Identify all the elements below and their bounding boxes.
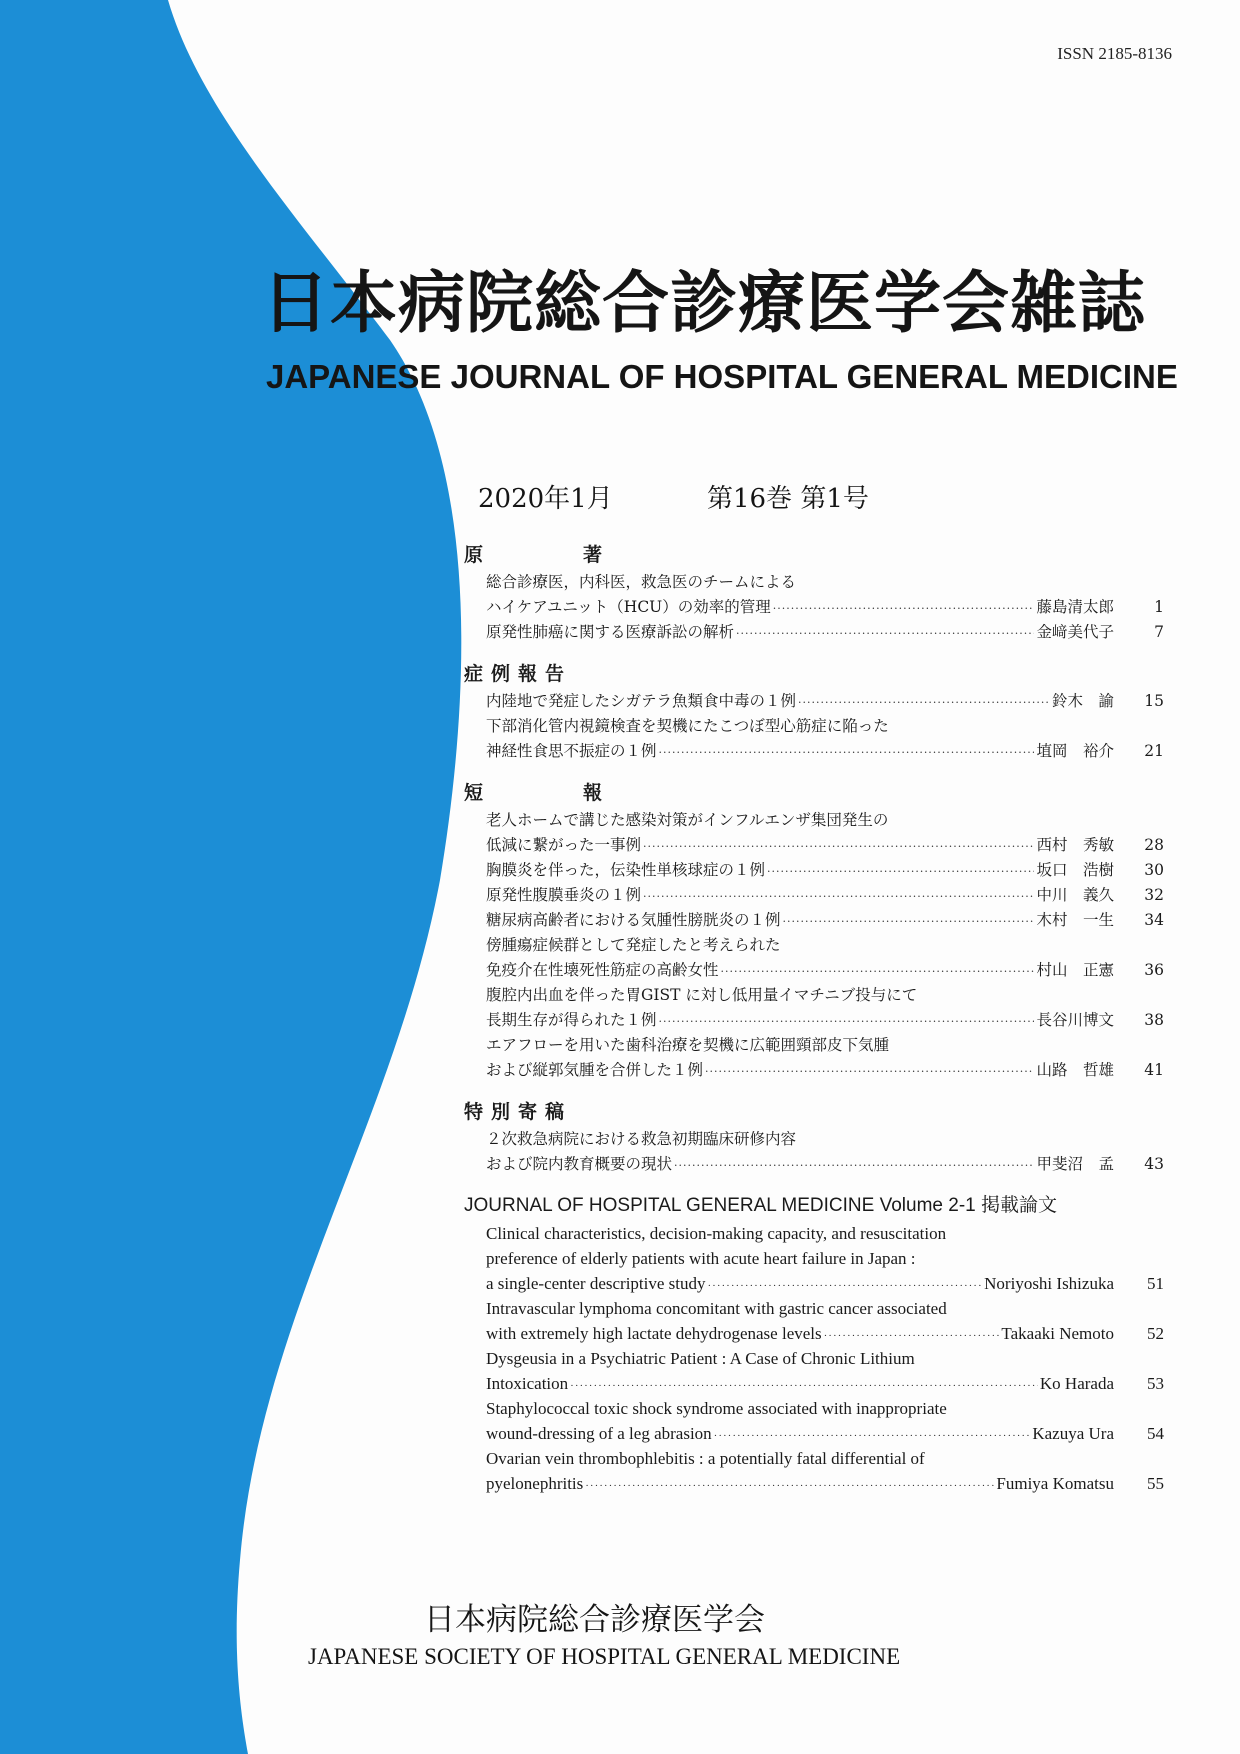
entry-title-line: 内陸地で発症したシガテラ魚類食中毒の１例 <box>486 692 797 710</box>
entry-author: 金﨑美代子 <box>1036 623 1114 641</box>
section-heading <box>464 778 1164 808</box>
entry-page: 36 <box>1144 961 1164 979</box>
society-name-en: JAPANESE SOCIETY OF HOSPITAL GENERAL MEDICINE <box>308 1644 901 1669</box>
section-short-reports <box>464 778 1164 1083</box>
entry-author: Fumiya Komatsu <box>996 1474 1114 1493</box>
section-heading: 症例報告 <box>464 663 573 685</box>
entry-title-line: a single-center descriptive study <box>486 1274 706 1293</box>
leader-dots <box>783 908 1035 933</box>
heading-char: 報 <box>583 782 603 804</box>
leader-dots <box>798 689 1050 714</box>
issue-date: 2020年1月 <box>478 484 613 514</box>
toc-entry[interactable] <box>464 908 1164 933</box>
toc-entry[interactable] <box>464 1396 1164 1446</box>
entry-author: 山路 哲雄 <box>1036 1061 1114 1079</box>
entry-author: 藤島清太郎 <box>1036 598 1114 616</box>
entry-page: 1 <box>1154 598 1164 616</box>
journal-title-en: JAPANESE JOURNAL OF HOSPITAL GENERAL MEDICINE <box>266 358 1178 395</box>
entry-author: 西村 秀敏 <box>1036 836 1114 854</box>
entry-author: 中川 義久 <box>1036 886 1114 904</box>
entry-title-line: 低減に繋がった一事例 <box>486 836 642 854</box>
entry-page: 54 <box>1147 1424 1164 1443</box>
leader-dots <box>721 958 1035 983</box>
leader-dots <box>714 1421 1031 1446</box>
entry-page: 32 <box>1144 886 1164 904</box>
entry-author: 長谷川博文 <box>1036 1011 1114 1029</box>
entry-page: 55 <box>1147 1474 1164 1493</box>
issn-number: ISSN 2185-8136 <box>1057 44 1172 63</box>
toc-entry[interactable] <box>464 808 1164 858</box>
entry-author: 甲斐沼 孟 <box>1036 1155 1114 1173</box>
entry-title-line: 傍腫瘍症候群として発症したと考えられた <box>486 936 781 954</box>
entry-page: 38 <box>1144 1011 1164 1029</box>
leader-dots <box>767 858 1034 883</box>
entry-author: 鈴木 諭 <box>1051 692 1114 710</box>
leader-dots <box>659 1008 1035 1033</box>
leader-dots <box>736 620 1034 645</box>
entry-title-line: 下部消化管内視鏡検査を契機にたこつぼ型心筋症に陥った <box>486 717 889 735</box>
entry-page: 21 <box>1144 742 1164 760</box>
section-special-contribution <box>464 1097 1164 1177</box>
entry-author: 坂口 浩樹 <box>1036 861 1114 879</box>
entry-title-line: Clinical characteristics, decision-making capacity, and resuscitation <box>486 1224 947 1243</box>
toc-entry[interactable] <box>464 983 1164 1033</box>
entry-page: 41 <box>1144 1061 1164 1079</box>
toc-entry[interactable] <box>464 1296 1164 1346</box>
entry-title-line: ２次救急病院における救急初期臨床研修内容 <box>486 1130 797 1148</box>
leader-dots <box>708 1271 983 1296</box>
entry-page: 30 <box>1144 861 1164 879</box>
entry-title-line: 腹腔内出血を伴った胃GIST に対し低用量イマチニブ投与にて <box>486 986 918 1004</box>
entry-title-line: with extremely high lactate dehydrogenase levels <box>486 1324 822 1343</box>
heading-char: 著 <box>583 544 603 566</box>
entry-title-line: Intoxication <box>486 1374 569 1393</box>
entry-title-line: Ovarian vein thrombophlebitis : a potentially fatal differential of <box>486 1449 925 1468</box>
entry-title-line: preference of elderly patients with acute heart failure in Japan : <box>486 1249 916 1268</box>
entry-page: 7 <box>1154 623 1164 641</box>
entry-title-line: ハイケアユニット（HCU）の効率的管理 <box>486 598 771 616</box>
society-name-jp: 日本病院総合診療医学会 <box>424 1602 765 1638</box>
entry-title-line: 糖尿病高齢者における気腫性膀胱炎の１例 <box>486 911 781 929</box>
issue-info <box>478 478 869 515</box>
entry-title-line: 原発性肺癌に関する医療訴訟の解析 <box>486 623 735 641</box>
entry-page: 53 <box>1147 1374 1164 1393</box>
entry-title-line: Dysgeusia in a Psychiatric Patient : A Case of Chronic Lithium <box>486 1349 915 1368</box>
entry-page: 28 <box>1144 836 1164 854</box>
entry-title-line: 老人ホームで講じた感染対策がインフルエンザ集団発生の <box>486 811 889 829</box>
entry-title-line: pyelonephritis <box>486 1474 584 1493</box>
entry-author: 木村 一生 <box>1036 911 1114 929</box>
section-case-reports <box>464 659 1164 764</box>
entry-author: 埴岡 裕介 <box>1036 742 1114 760</box>
entry-title-line: 胸膜炎を伴った，伝染性単核球症の１例 <box>486 861 766 879</box>
leader-dots <box>674 1152 1034 1177</box>
leader-dots <box>570 1371 1038 1396</box>
entry-title-line: および縦郭気腫を合併した１例 <box>486 1061 704 1079</box>
issue-volume: 第16巻 第1号 <box>706 484 869 514</box>
entry-title-line: 免疫介在性壊死性筋症の高齢女性 <box>486 961 719 979</box>
entry-page: 52 <box>1147 1324 1164 1343</box>
entry-page: 43 <box>1144 1155 1164 1173</box>
leader-dots <box>773 595 1035 620</box>
entry-title-line: 原発性腹膜垂炎の１例 <box>486 886 642 904</box>
entry-title-line: Staphylococcal toxic shock syndrome associated with inappropriate <box>486 1399 947 1418</box>
leader-dots <box>585 1471 994 1496</box>
toc-entry[interactable] <box>464 1446 1164 1496</box>
leader-dots <box>643 883 1034 908</box>
entry-title-line: 総合診療医，内科医，救急医のチームによる <box>486 573 797 591</box>
section-original-articles <box>464 540 1164 645</box>
entry-author: Ko Harada <box>1039 1374 1114 1393</box>
entry-title-line: wound-dressing of a leg abrasion <box>486 1424 712 1443</box>
entry-author: 村山 正憲 <box>1036 961 1114 979</box>
entry-page: 34 <box>1144 911 1164 929</box>
leader-dots <box>659 739 1035 764</box>
journal-title-jp: 日本病院総合診療医学会雑誌 <box>262 264 1146 342</box>
entry-author: Kazuya Ura <box>1032 1424 1114 1443</box>
entry-page: 15 <box>1144 692 1164 710</box>
entry-author: Takaaki Nemoto <box>1001 1324 1114 1343</box>
toc-entry[interactable] <box>464 1033 1164 1083</box>
section-heading: JOURNAL OF HOSPITAL GENERAL MEDICINE Volume 2-1 掲載論文 <box>464 1195 1057 1216</box>
toc-entry[interactable] <box>464 933 1164 983</box>
section-heading <box>464 540 1164 570</box>
leader-dots <box>705 1058 1034 1083</box>
toc-entry[interactable] <box>464 1346 1164 1396</box>
toc-entry[interactable] <box>464 883 1164 908</box>
table-of-contents <box>464 540 1164 1510</box>
section-heading: 特別寄稿 <box>464 1101 573 1123</box>
toc-entry[interactable] <box>464 1127 1164 1177</box>
entry-title-line: 長期生存が得られた１例 <box>486 1011 657 1029</box>
entry-title-line: Intravascular lymphoma concomitant with gastric cancer associated <box>486 1299 947 1318</box>
entry-title-line: エアフローを用いた歯科治療を契機に広範囲頸部皮下気腫 <box>486 1036 890 1054</box>
heading-char: 短 <box>464 782 484 804</box>
entry-author: Noriyoshi Ishizuka <box>984 1274 1114 1293</box>
toc-entry[interactable] <box>464 570 1164 620</box>
toc-entry[interactable] <box>464 858 1164 883</box>
toc-entry[interactable] <box>464 714 1164 764</box>
entry-title-line: および院内教育概要の現状 <box>486 1155 673 1173</box>
toc-entry[interactable] <box>464 689 1164 714</box>
heading-char: 原 <box>464 544 484 566</box>
toc-entry[interactable] <box>464 1221 1164 1296</box>
toc-entry[interactable] <box>464 620 1164 645</box>
leader-dots <box>643 833 1034 858</box>
entry-page: 51 <box>1147 1274 1164 1293</box>
leader-dots <box>824 1321 1000 1346</box>
section-jhgm-articles <box>464 1191 1164 1496</box>
entry-title-line: 神経性食思不振症の１例 <box>486 742 657 760</box>
